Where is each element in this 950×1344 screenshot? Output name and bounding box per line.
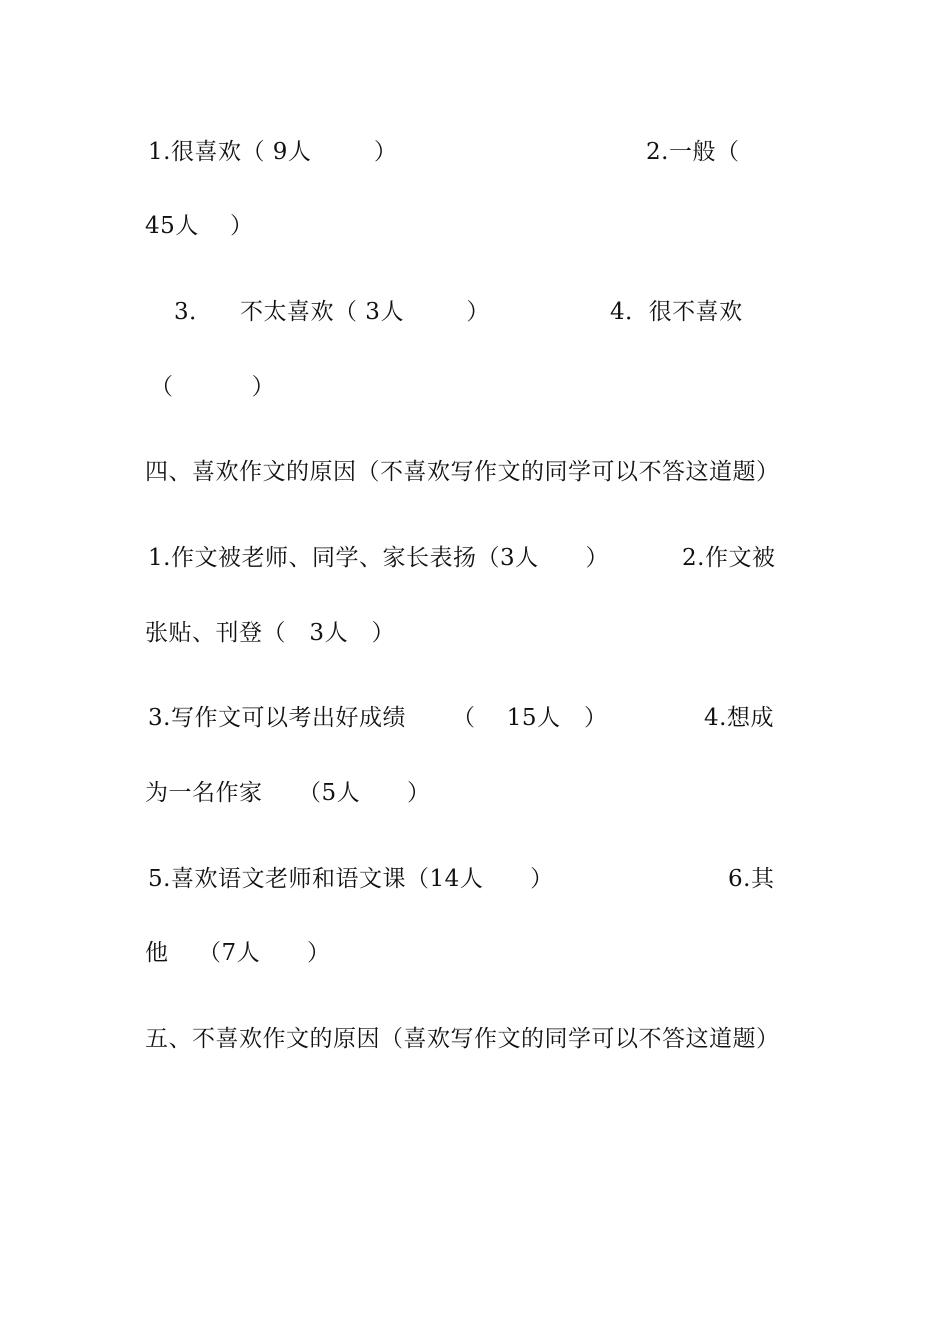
section-four-heading: 四、喜欢作文的原因（不喜欢写作文的同学可以不答这道题） bbox=[145, 459, 780, 485]
option-1-like-very-much: 1.很喜欢（ 9人 ） bbox=[148, 139, 398, 165]
option-2-average: 2.一般（ bbox=[646, 139, 740, 165]
option-4-dislike-very-much: 4．很不喜欢 bbox=[610, 299, 743, 325]
reason-2-posted-count: 张贴、刊登（ 3人 ） bbox=[145, 620, 395, 646]
reason-4-become-writer: 4.想成 bbox=[704, 705, 774, 731]
reason-6-other: 6.其 bbox=[728, 866, 775, 892]
reason-6-other-cont: 他 bbox=[145, 940, 169, 966]
reason-3-good-grades: 3.写作文可以考出好成绩 bbox=[148, 705, 406, 731]
option-2-average-count: 45人 ） bbox=[145, 213, 254, 239]
option-3-number: 3． bbox=[174, 299, 213, 325]
reason-4-become-writer-cont: 为一名作家 bbox=[145, 780, 263, 806]
reason-6-count: （7人 ） bbox=[198, 940, 331, 966]
reason-3-count: （ 15人 ） bbox=[452, 705, 608, 731]
reason-5-like-teacher: 5.喜欢语文老师和语文课（14人 ） bbox=[148, 866, 554, 892]
reason-1-praised: 1.作文被老师、同学、家长表扬（3人 ） bbox=[148, 545, 609, 571]
section-five-heading: 五、不喜欢作文的原因（喜欢写作文的同学可以不答这道题） bbox=[145, 1026, 780, 1052]
option-3-not-really-like: 不太喜欢（ 3人 ） bbox=[240, 299, 490, 325]
option-4-count: （ ） bbox=[150, 374, 276, 400]
reason-4-count: （5人 ） bbox=[298, 780, 431, 806]
reason-2-posted: 2.作文被 bbox=[682, 545, 776, 571]
